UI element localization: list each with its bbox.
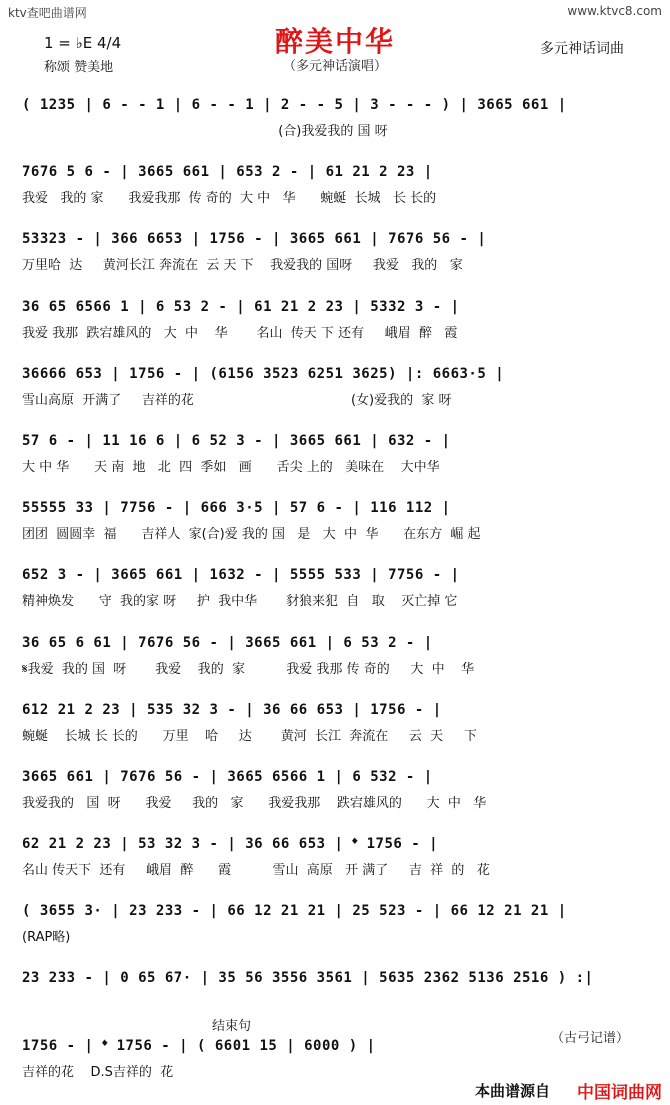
notation-line: 612 21 2 23 | 535 32 3 - | 36 66 653 | 1756 - | bbox=[22, 701, 442, 718]
score-system bbox=[22, 424, 642, 491]
lyrics-line: 𝄋我爱 我的 国 呀 我爱 我的 家 我爱 我那 传 奇的 大 中 华 bbox=[22, 661, 475, 677]
lyrics-line: (合)我爱我的 国 呀 bbox=[22, 124, 388, 139]
score-system bbox=[22, 155, 642, 222]
lyrics-line: 蜿蜒 长城 长 长的 万里 哈 达 黄河 长江 奔流在 云 天 下 bbox=[22, 728, 477, 744]
lyrics-line: 雪山高原 开满了 吉祥的花 (女)爱我的 家 呀 bbox=[22, 392, 452, 408]
notation-line: 36 65 6 61 | 7676 56 - | 3665 661 | 6 53 2 - | bbox=[22, 634, 433, 651]
notation-line: 36 65 6566 1 | 6 53 2 - | 61 21 2 23 | 5332 3 - | bbox=[22, 298, 460, 315]
lyrics-line: 大 中 华 天 南 地 北 四 季如 画 舌尖 上的 美味在 大中华 bbox=[22, 459, 440, 475]
score-system bbox=[22, 760, 642, 827]
lyrics-line: 我爱我的 国 呀 我爱 我的 家 我爱我那 跌宕雄风的 大 中 华 bbox=[22, 795, 487, 811]
notation-line: 1756 - | 𝄌 1756 - | ( 6601 15 | 6000 ) | bbox=[22, 1037, 376, 1054]
score-system bbox=[22, 626, 642, 693]
lyrics-line bbox=[22, 995, 642, 1015]
lyrics-line: 名山 传天下 还有 峨眉 醉 霞 雪山 高原 开 满了 吉 祥 的 花 bbox=[22, 863, 490, 879]
transcriber-note: （古弓记谱） bbox=[551, 1031, 630, 1046]
lyrics-line: 吉祥的花 D.S吉祥的 花 bbox=[22, 1064, 174, 1080]
lyrics-line: 万里哈 达 黄河长江 奔流在 云 天 下 我爱我的 国呀 我爱 我的 家 bbox=[22, 258, 463, 274]
notation-line: 57 6 - | 11 16 6 | 6 52 3 - | 3665 661 | 632 - | bbox=[22, 432, 451, 449]
lyrics-line: 团团 圆圆幸 福 吉祥人 家(合)爱 我的 国 是 大 中 华 在东方 崛 起 bbox=[22, 527, 481, 543]
score-system bbox=[22, 894, 642, 961]
performer-subtitle: （多元神话演唱） bbox=[282, 59, 387, 74]
lyrics-line: 我爱 我的 家 我爱我那 传 奇的 大 中 华 蜿蜒 长城 长 长的 bbox=[22, 191, 437, 207]
lyrics-line: 精神焕发 守 我的家 呀 护 我中华 豺狼来犯 自 取 灭亡掉 它 bbox=[22, 594, 458, 610]
score bbox=[22, 88, 642, 1096]
notation-line: 62 21 2 23 | 53 32 3 - | 36 66 653 | 𝄌 1756 - | bbox=[22, 836, 439, 853]
notation-line: 55555 33 | 7756 - | 666 3·5 | 57 6 - | 116 112 | bbox=[22, 500, 451, 517]
notation-line: 53323 - | 366 6653 | 1756 - | 3665 661 | 7676 56 - | bbox=[22, 231, 487, 248]
composer-credit: 多元神话词曲 bbox=[540, 41, 624, 57]
ending-label: 结束句 bbox=[212, 1018, 252, 1034]
score-system bbox=[22, 491, 642, 558]
notation-line: ( 3655 3· | 23 233 - | 66 12 21 21 | 25 523 - | 66 12 21 21 | bbox=[22, 903, 567, 920]
lyrics-line: (RAP略) bbox=[22, 930, 71, 946]
lyrics-line: 我爱 我那 跌宕雄风的 大 中 华 名山 传天 下 还有 峨眉 醉 霞 bbox=[22, 325, 458, 341]
tempo-marking: 称颂 赞美地 bbox=[44, 60, 114, 75]
score-system bbox=[22, 961, 642, 1028]
brand-name: 中国词曲网 bbox=[577, 1083, 662, 1103]
site-watermark-right: www.ktvc8.com bbox=[567, 4, 662, 18]
notation-line: 652 3 - | 3665 661 | 1632 - | 5555 533 | 7756 - | bbox=[22, 567, 460, 584]
notation-line: 3665 661 | 7676 56 - | 3665 6566 1 | 6 532 - | bbox=[22, 768, 433, 785]
score-system bbox=[22, 827, 642, 894]
source-label: 本曲谱源自 bbox=[474, 1082, 550, 1100]
score-system bbox=[22, 693, 642, 760]
notation-line: ( 1235 | 6 - - 1 | 6 - - 1 | 2 - - 5 | 3 - - - ) | 3665 661 | bbox=[22, 97, 567, 113]
notation-line: 36666 653 | 1756 - | (6156 3523 6251 3625) |: 6663·5 | bbox=[22, 365, 505, 382]
score-system bbox=[22, 290, 642, 357]
score-system bbox=[22, 88, 642, 155]
score-system bbox=[22, 357, 642, 424]
notation-line: 7676 5 6 - | 3665 661 | 653 2 - | 61 21 2 23 | bbox=[22, 164, 433, 181]
score-system bbox=[22, 222, 642, 289]
key-signature: 1 = ♭E 4/4 bbox=[44, 34, 122, 52]
site-watermark-left: ktv查吧曲谱网 bbox=[8, 6, 87, 20]
notation-line: 23 233 - | 0 65 67· | 35 56 3556 3561 | 5635 2362 5136 2516 ) :| bbox=[22, 970, 594, 987]
score-system bbox=[22, 558, 642, 625]
song-title: 醉美中华 bbox=[274, 25, 395, 58]
